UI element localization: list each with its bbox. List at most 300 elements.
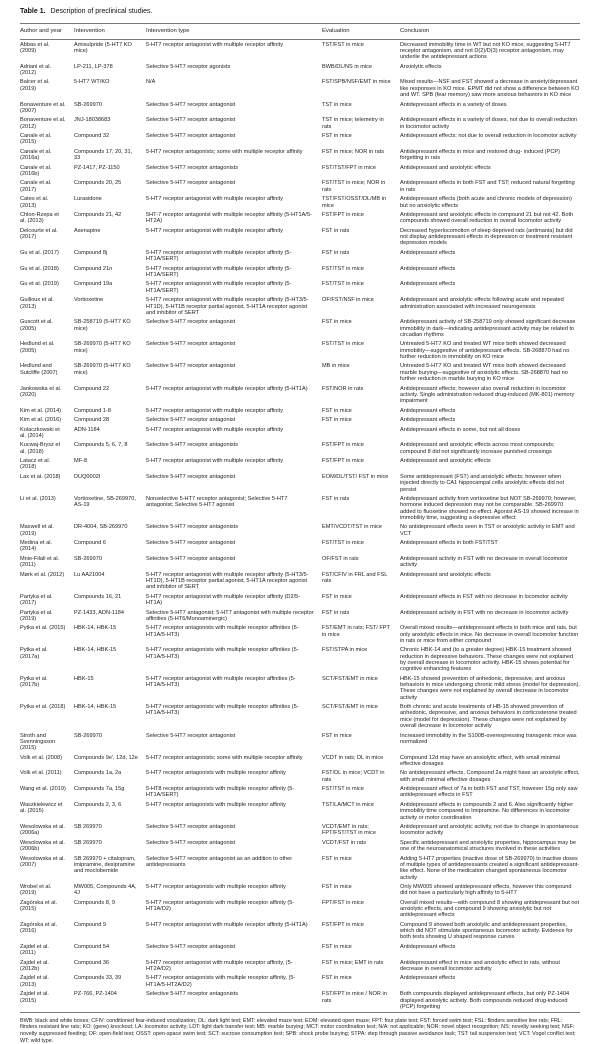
table-cell: Lurasidone bbox=[74, 196, 102, 203]
table-cell: Adriani et al. (2012) bbox=[20, 63, 52, 76]
table-cell: Zajdel et al. (2013) bbox=[20, 975, 49, 988]
table-cell: Overall mixed results—antidepressant effects in both mice and rats, but only anxiolytic effects in mice. No decrease in overall locomotor function in rats or mice from either compound bbox=[400, 625, 579, 644]
table-cell: Gu et al. (2019) bbox=[20, 281, 59, 288]
table-cell: Cates et al. (2013) bbox=[20, 196, 49, 209]
table-row bbox=[20, 100, 580, 116]
table-cell: Selective 5-HT7 receptor antagonist bbox=[146, 417, 236, 424]
table-cell: Amisulpride (5-HT7 KO mice) bbox=[74, 41, 132, 54]
table-cell: Balcer et al. (2019) bbox=[20, 79, 50, 92]
table-row bbox=[20, 822, 580, 838]
table-cell: FST/TST in mice bbox=[322, 341, 364, 348]
table-row bbox=[20, 942, 580, 958]
table-row bbox=[20, 384, 580, 406]
table-cell: Maxwell et al. (2019) bbox=[20, 524, 54, 537]
table-cell: Jankowska et al. (2020) bbox=[20, 385, 62, 398]
table-cell: Selective 5-HT7 receptor antagonist bbox=[146, 101, 236, 108]
table-cell: MF-8 bbox=[74, 458, 88, 465]
table-row bbox=[20, 769, 580, 785]
table-row bbox=[20, 163, 580, 179]
table-cell: Selective 5-HT7 receptor antagonist bbox=[146, 943, 236, 950]
table-cell: Chronic HBK-14 and (to a greater degree) HBK-15 treatment showed reduction in depressive behaviors. These changes were not explained by overall decrease in locomotor activity. HBK-15 shows potential for cognitive enhancing features bbox=[400, 647, 574, 673]
table-row bbox=[20, 731, 580, 753]
table-cell: Selective 5-HT7 receptor antagonist bbox=[146, 473, 236, 480]
table-cell: Selective 5-HT7 receptor antagonists bbox=[146, 991, 239, 998]
table-row bbox=[20, 296, 580, 318]
table-cell: Antidepressant and anxiolytic effects bbox=[400, 164, 491, 171]
table-caption-label: Table 1. bbox=[20, 8, 46, 15]
table-cell: Antidepressant effects bbox=[400, 281, 456, 288]
table-cell: 5-HT7 receptor antagonist with multiple receptor affinity (5-HT1A) bbox=[146, 921, 308, 928]
table-row bbox=[20, 800, 580, 822]
table-cell: N/A bbox=[146, 79, 156, 86]
table-cell: 5-HT8 receptor antagonists with multiple receptor affinity (5-HT1A/SERT) bbox=[146, 786, 295, 799]
table-cell: 5-HT7 receptor antagonist with multiple receptor affinities (5-HT1A/5-HT3) bbox=[146, 675, 296, 689]
table-cell: Chlon-Rzepa et al. (2013) bbox=[20, 212, 59, 225]
table-cell: Compounds 17, 20, 31, 33 bbox=[74, 148, 133, 162]
table-cell: 5-HT7 receptor antagonist with multiple receptor affinity, (5-HT2A/D2) bbox=[146, 959, 293, 972]
table-cell: Selective 5-HT7 receptor antagonist bbox=[146, 540, 236, 547]
table-cell: Hedlund et al. (2005) bbox=[20, 341, 55, 354]
table-row bbox=[20, 753, 580, 769]
table-cell: Pytka et al. (2017a) bbox=[20, 647, 48, 660]
table-cell: 5HT-7 receptor antagonist with multiple receptor affinity (5-HT1A/5-HT2A) bbox=[146, 212, 312, 225]
table-row bbox=[20, 78, 580, 100]
table-row bbox=[20, 882, 580, 898]
table-cell: SCT/FST/EMT in mice bbox=[322, 704, 378, 711]
table-cell: 5-HT7 receptor antagonists with multiple receptor affinities (5-HT1A/5-HT3) bbox=[146, 625, 299, 638]
table-cell: Wesolowska et al. (2007) bbox=[20, 855, 65, 868]
table-cell: Volk et al. (2011) bbox=[20, 770, 62, 777]
table-row bbox=[20, 472, 580, 494]
table-row bbox=[20, 340, 580, 362]
table-cell: Selective 5-HT7 antagonist; 5-HT7 antagonist with multiple receptor affinities (5-HT6/Monoaminergic) bbox=[146, 609, 314, 622]
column-header: Evaluation bbox=[322, 24, 400, 40]
table-body bbox=[20, 40, 580, 1013]
table-row bbox=[20, 974, 580, 990]
table-cell: 5-HT7 receptor antagonists with multiple receptor affinities (5-HT1A/5-HT3) bbox=[146, 704, 299, 717]
table-cell: Antidepressant effects (both acute and chronic models of depression) but no anxiolytic effects bbox=[400, 196, 572, 209]
table-header-row bbox=[20, 24, 580, 40]
table-cell: Antidepressant activity from vortioxetine but NOT SB-269970; however, hormone induced depression may not be comparable. SB-269970 added to fluoxetine showed no effect. Agonist AS-19 showed increase in immobility time, suggesting a depressive effect bbox=[400, 495, 579, 521]
table-cell: Asenapine bbox=[74, 227, 101, 234]
table-cell: Kolaczkowski et al. (2014) bbox=[20, 426, 60, 439]
table-cell: Untreated 5-HT7 KO and treated WT mice both showed decreased immobility—suggestive of antidepressant effects. SB-268870 had no further reduction in immobility on KO mice bbox=[400, 341, 570, 360]
table-cell: SB-269970 bbox=[74, 732, 102, 739]
table-cell: Antidepressant effects bbox=[400, 975, 456, 982]
table-cell: Pytka et al. (2017b) bbox=[20, 675, 48, 689]
table-cell: FST/TST in mice; NOR in rats bbox=[322, 180, 386, 193]
table-cell: Selective 5-HT7 receptor antagonist bbox=[146, 133, 236, 140]
table-cell: Selective 5-HT7 receptor antagonists bbox=[146, 524, 239, 531]
table-cell: Kim et al. (2016) bbox=[20, 417, 62, 424]
table-cell: PZ-1417, PZ-1150 bbox=[74, 164, 120, 171]
table-cell: Partyka et al. (2017) bbox=[20, 593, 53, 607]
table-cell: Mørk et al. (2012) bbox=[20, 571, 65, 578]
table-cell: Compound 54 bbox=[74, 943, 110, 950]
table-row bbox=[20, 415, 580, 424]
table-cell: Selective 5-HT7 receptor antagonist bbox=[146, 839, 236, 846]
table-cell: 5-HT7 receptor antagonist with multiple receptor affinity bbox=[146, 458, 284, 465]
table-cell: DR-4004, SB-269970 bbox=[74, 524, 128, 531]
table-cell: Anxiolytic effects bbox=[400, 63, 442, 70]
table-cell: Antidepressant activity in FST with no decrease in overall locomotor activity bbox=[400, 555, 568, 569]
table-cell: Compounds 1a, 2a bbox=[74, 770, 122, 777]
table-cell: HBK-14, HBK-15 bbox=[74, 625, 117, 632]
table-cell: Wrobel et al. (2019) bbox=[20, 883, 52, 897]
table-row bbox=[20, 958, 580, 974]
table-cell: Selective 5-HT7 receptor antagonist bbox=[146, 555, 236, 562]
table-cell: FST/FPT in mice bbox=[322, 921, 364, 928]
table-cell: Medina et al. (2014) bbox=[20, 540, 53, 553]
table-cell: Pytka et al. (2018) bbox=[20, 704, 66, 711]
table-cell: 5-HT7 receptor antagonist with multiple receptor affinity (5-HT3/5-HT1D), 5-HT1B receptor partial agonist, 5-HT1A receptor agonist and inhibitor of SERT bbox=[146, 297, 309, 316]
table-row bbox=[20, 62, 580, 78]
table-cell: Lax et al. (2018) bbox=[20, 473, 61, 480]
table-cell: 5-HT7 receptor antagonists with multiple receptor affinity bbox=[146, 770, 286, 777]
table-cell: HBK-14, HBK-15 bbox=[74, 704, 117, 711]
table-row bbox=[20, 147, 580, 163]
table-row bbox=[20, 898, 580, 920]
table-cell: 5-HT7 receptor antagonists with multiple receptor affinity (5-HT1A/D2) bbox=[146, 899, 295, 913]
table-cell: FST in mice bbox=[322, 943, 352, 950]
table-row bbox=[20, 210, 580, 226]
table-cell: Selective 5-HT7 receptor antagonist bbox=[146, 824, 236, 831]
table-cell: Both compounds displayed antidepressant effects, but only PZ-1404 displayed anxiolytic activity. Both compounds reduced drug-induced (PCP) forgetting bbox=[400, 991, 570, 1010]
table-cell: Bonaventure et al. (2012) bbox=[20, 117, 66, 130]
table-cell: Selective 5-HT7 receptor antagonist bbox=[146, 363, 236, 370]
table-cell: Compound 36 bbox=[74, 959, 110, 966]
table-row bbox=[20, 264, 580, 280]
table-cell: 5-HT7 receptor antagonist with multiple receptor affinity (5-HT3/5-HT1D), 5-HT1B receptor partial agonist, 5-HT1A receptor agonist and inhibitor of SERT bbox=[146, 571, 309, 591]
table-cell: Zajdel et al. (2011) bbox=[20, 943, 49, 957]
table-cell bbox=[322, 425, 400, 441]
table-cell: FST/FPT in mice bbox=[322, 458, 364, 465]
table-cell: 5-HT7 receptor antagonist with multiple receptor affinity (5-HT1A/SERT) bbox=[146, 281, 292, 294]
table-cell: SB 269970 bbox=[74, 824, 102, 831]
table-cell: FST in mice bbox=[322, 417, 352, 424]
table-cell: Antidepressant effects bbox=[400, 943, 456, 950]
table-cell: Both chronic and acute treatments of HB-15 showed prevention of anhedonic, depressive, and anxious behaviors in corticosterone treated mice (model for depression). These changes were not explained by overall decrease in locomotor activity bbox=[400, 704, 577, 730]
table-row bbox=[20, 362, 580, 384]
table-cell: Compounds 2, 3, 6 bbox=[74, 801, 122, 808]
table-cell: Canale et al. (2016a) bbox=[20, 148, 52, 162]
table-cell: Gu et al. (2018) bbox=[20, 265, 59, 272]
table-cell: HBK-15 showed prevention of anhedonic, depressive, and anxious behaviors in mice undergoing chronic mild stress (model for depression). These changes were not explained by overall decrease in locomotor activity bbox=[400, 675, 581, 701]
table-cell: 5-HT7 receptor antagonists; some with multiple receptor affinity bbox=[146, 754, 303, 761]
table-cell: Compound 6 bbox=[74, 540, 107, 547]
table-cell: Hedlund and Sutcliffe (2007) bbox=[20, 363, 58, 376]
table-cell: 5-HT7 receptor antagonist with multiple receptor affinity (5-HT1A) bbox=[146, 385, 308, 392]
table-cell: FST in mice; NOR in rats bbox=[322, 148, 385, 155]
table-cell: Compounds 5, 6, 7, 8 bbox=[74, 442, 128, 449]
table-cell: FST/FPT in mice / NOR in rats bbox=[322, 991, 387, 1004]
table-cell: Wang et al. (2019) bbox=[20, 786, 66, 793]
column-header: Intervention bbox=[74, 24, 146, 40]
table-cell: Antidepressant effects in compounds 2 and 6. Also significantly higher immobility time compared to Imipramine. No differences in locomotor activity or motor coordination bbox=[400, 801, 574, 821]
table-cell: Bonaventure et al. (2007) bbox=[20, 101, 66, 114]
table-cell: 5-HT7 receptor antagonist with multiple receptor affinity bbox=[146, 41, 284, 48]
table-cell: FST/CFIV in FRL and FSL rats bbox=[322, 571, 388, 584]
table-cell: Abbas et al. (2009) bbox=[20, 41, 50, 54]
table-cell: FST/TST in mice bbox=[322, 281, 364, 288]
table-cell: Antidepressant activity in FST with no decrease in locomotor activity bbox=[400, 609, 569, 616]
table-cell: EOM/DL/TST/ FST in mice bbox=[322, 473, 389, 480]
table-cell: Antidepressant effects bbox=[400, 407, 456, 414]
table-cell: Compounds 7a, 15g bbox=[74, 786, 125, 793]
table-cell: Compound 28 bbox=[74, 417, 110, 424]
table-cell: 5-HT7 receptor antagonists with multiple receptor affinity, (5-HT1A/5-HT2A/D2) bbox=[146, 975, 296, 988]
table-cell: FST/SPB/NSF/EMT in mice bbox=[322, 79, 391, 86]
table-cell: Antidepressant and anxiolytic effects in compound 21 but not 42. Both compounds showed overall reduction in overall locomotor activity bbox=[400, 212, 574, 225]
table-cell: Only MW005 showed antidepressant effects, however this compound did not have a particularly high affinity to 5-HT7 bbox=[400, 883, 572, 897]
table-cell: SB-269970 (5-HT7 KO mice) bbox=[74, 363, 131, 376]
table-cell: 5-HT7 receptor antagonist with multiple receptor affinity bbox=[146, 227, 284, 234]
table-cell: Adding 5-HT7 properties (inactive dose of SB-269970) to inactive doses of multiple types of antidepressants created a significant antidepressant-like effect. None of the medication changed spontaneous locomotor activity bbox=[400, 855, 580, 881]
preclinical-studies-table bbox=[20, 23, 580, 1013]
table-cell: Antidepressant effects in a variety of doses, not due to overall reduction in locomotor activity bbox=[400, 117, 578, 130]
table-cell: Decreased hyperlocomotion of sleep deprived rats (antimania) but did not display antidepressant effects in depression or treatment resistant depression models bbox=[400, 227, 573, 247]
table-cell: FST in mice bbox=[322, 855, 352, 862]
table-cell: FST/TST in mice bbox=[322, 540, 364, 547]
table-cell: Overall mixed results—with compound 8 showing antidepressant but not anxiolytic effects, and compound 9 showing anxiolytic but not antidepressant effects bbox=[400, 899, 580, 919]
table-cell: FST/STPA in mice bbox=[322, 647, 368, 654]
table-cell: Compounds 21, 42 bbox=[74, 212, 122, 218]
table-row bbox=[20, 280, 580, 296]
table-cell: MB in mice bbox=[322, 363, 350, 370]
table-cell: FST/FPT in mice bbox=[322, 442, 364, 449]
table-cell: Selective 5-HT7 receptor antagonist bbox=[146, 180, 236, 187]
table-cell: FST in rats bbox=[322, 227, 350, 234]
table-cell: Compound 12d may have an anxiolytic effect, with small minimal effective dosages bbox=[400, 754, 561, 767]
table-cell: Canale et al. (2017) bbox=[20, 180, 52, 193]
column-header: Author and year bbox=[20, 24, 74, 40]
table-cell: Antidepressant effects in mice and restored drug- induced (PCP) forgetting in rats bbox=[400, 148, 561, 162]
table-cell: Canale et al. (2016b) bbox=[20, 164, 52, 177]
table-cell: Compounds 8, 9 bbox=[74, 899, 116, 906]
table-cell: FST in rats bbox=[322, 495, 350, 502]
table-cell: Compounds 33, 39 bbox=[74, 975, 122, 982]
table-cell: Antidepressant effects bbox=[400, 265, 456, 272]
table-cell: Canale et al. (2015) bbox=[20, 133, 52, 146]
table-cell: Antidepressant activity of SB-258719 only showed significant decrease immobility in dark—indicating antidepressant activity may be related to circadian rhythms bbox=[400, 319, 576, 338]
table-cell: Antidepressant effects in a variety of doses bbox=[400, 101, 507, 108]
table-cell: Some antidepressant (FST) and anxiolytic effects; however when injected directly to CA1 hippocampal cells anxiolytic effects did not persist bbox=[400, 473, 565, 493]
table-cell: Antidepressant effects bbox=[400, 249, 456, 256]
table-cell: Wesolowska et al. (2006a) bbox=[20, 824, 65, 837]
table-cell: HBK-14, HBK-15 bbox=[74, 647, 117, 654]
table-row bbox=[20, 248, 580, 264]
table-cell: Compound 21n bbox=[74, 265, 113, 272]
table-cell: Selective 5-HT7 receptor agonists bbox=[146, 63, 231, 70]
table-cell: FST in mice bbox=[322, 883, 352, 890]
table-row bbox=[20, 116, 580, 132]
table-cell: Wesolowska et al. (2006b) bbox=[20, 839, 65, 853]
table-cell: Compounds 16, 21 bbox=[74, 593, 122, 600]
table-row bbox=[20, 990, 580, 1013]
table-row bbox=[20, 624, 580, 646]
table-cell: FST in rats bbox=[322, 609, 350, 616]
table-cell: VCDT in rats; DL in mice bbox=[322, 754, 384, 761]
table-cell: Mnie-Filali et al. (2011) bbox=[20, 555, 60, 569]
table-cell: Stroth and Svenningsson (2015) bbox=[20, 732, 56, 752]
table-cell: Mixed results—NSF and FST showed a decrease in anxiety/depressant like responses in KO mice. EPMT did not show a difference between KO and WT. SPB (fear memory) saw more anxious behaviors in KO mice bbox=[400, 79, 580, 99]
table-cell: Untreated 5-HT7 KO and treated WT mice both showed decreased marble burying—suggestive of anxiolytic effects. SB-268870 had no further reduction in marble burying in KO mice bbox=[400, 363, 568, 383]
table-cell: FST in mice bbox=[322, 975, 352, 982]
table-cell: TST/FST/OSST/DL/MB in mice bbox=[322, 196, 387, 209]
table-cell: Pytka et al. (2015) bbox=[20, 625, 66, 632]
table-row bbox=[20, 425, 580, 441]
table-cell: FST/DL in mice; VCDT in rats bbox=[322, 770, 385, 783]
table-row bbox=[20, 592, 580, 608]
table-cell: FST/NOR in rats bbox=[322, 385, 364, 392]
table-cell: Partyka et al. (2019) bbox=[20, 609, 53, 622]
table-cell: HBK-15 bbox=[74, 675, 94, 682]
table-cell: FST in mice bbox=[322, 407, 352, 414]
table-cell: Antidepressant effects; not due to overall reduction in locomotor activity bbox=[400, 133, 577, 140]
table-cell: Selective 5-HT7 receptor antagonists bbox=[146, 164, 239, 171]
table-cell: FST in mice; EMT in rats bbox=[322, 959, 384, 966]
table-cell: 5-HT7 receptor antagonist with multiple receptor affinity bbox=[146, 426, 284, 433]
table-row bbox=[20, 457, 580, 473]
table-cell: Selective 5-HT7 receptor antagonist bbox=[146, 319, 236, 326]
table-row bbox=[20, 318, 580, 340]
table-cell: DUQ0002I bbox=[74, 473, 101, 480]
table-cell: Compound 8j bbox=[74, 249, 108, 256]
table-cell: Zagórska et al. (2016) bbox=[20, 921, 57, 935]
table-cell: Decreased immobility time in WT but not KO mice, suggesting 5-HT7 receptor antagonism, and not D(2)/D(3) receptor antagonism, may underlie the antidepressant actions bbox=[400, 41, 571, 61]
table-cell: Zajdel et al. (2012b) bbox=[20, 959, 49, 972]
table-cell: SB-269970 bbox=[74, 555, 102, 562]
table-cell: VCDT/FST in rats bbox=[322, 839, 367, 846]
table-row bbox=[20, 570, 580, 592]
table-cell: No antidepressant effects, Compound 2a might have an anxiolytic effect, with small minimal effective dosages bbox=[400, 770, 580, 783]
table-row bbox=[20, 195, 580, 211]
table-cell: Vortioxetine, SB-269970, AS-19 bbox=[74, 495, 136, 509]
table-cell: Antidepressant effect in mice and anxiolytic effect in rats, without decrease in overall locomotor activity bbox=[400, 959, 560, 972]
table-cell: FST in mice bbox=[322, 319, 352, 326]
table-cell: PZ-766, PZ-1404 bbox=[74, 991, 117, 998]
table-row bbox=[20, 854, 580, 882]
table-footnote: BWB: black and white boxes; CFIV: conditioned fear-induced vocalization; DL: dark light test; EMT: elevated maze test; EOM: elevated open maze; FPT: four plate test; FST: forced swim test; FSL: flinders sensitive line rats; FRL: flinders resistant line rats; KO: (gene) knockout; LA: locomotor activity; LDT: light dark transfer test; MB: marble burying; MCT: motor coordination test; N/A: not applicable; NOR: novel object recognition; NS: novelty seeking test; NSF: novelty suppressed feeding; OF: open-field test; OSST: open-space swim test; SCT: sucrose consumption test; SPB: shock probe burying; STPA: step through passive avoidance task; TST: tail suspension test; VCT: Vogel conflict test; WT: wild type. bbox=[20, 1017, 576, 1044]
table-cell: Antidepressant effects in some, but not all doses bbox=[400, 426, 521, 433]
table-row bbox=[20, 703, 580, 731]
table-cell: Selective 5-HT7 receptor antagonists bbox=[146, 442, 239, 449]
table-cell: VCDT/EMT in rats; FPT/FST/TST in mice bbox=[322, 824, 376, 837]
table-cell: Selective 5-HT7 receptor antagonist as an addition to other antidepressants bbox=[146, 855, 293, 868]
table-row bbox=[20, 132, 580, 148]
table-cell: FPT/FST in mice bbox=[322, 899, 364, 906]
table-cell: 5-HT7 receptor antagonists; some with multiple receptor affinity bbox=[146, 148, 303, 155]
table-cell: Compounds 20, 25 bbox=[74, 180, 122, 187]
table-cell: SCT/FST/EMT in mice bbox=[322, 675, 378, 682]
table-cell: FST/TST in mice bbox=[322, 786, 364, 793]
table-row bbox=[20, 226, 580, 248]
table-cell: Antidepressant effects; however also overall reduction in locomotor activity. Single administration reduced drug-induced (MK-801) memory impairment bbox=[400, 385, 575, 405]
table-cell: Selective 5-HT7 receptor antagonist bbox=[146, 117, 236, 124]
table-cell: Antidepressant and anxiolytic effects bbox=[400, 571, 491, 578]
table-cell: Antidepressant and anxiolytic effects bbox=[400, 458, 491, 465]
table-cell: Volk et al. (2008) bbox=[20, 754, 62, 761]
table-row bbox=[20, 920, 580, 942]
table-caption-text: Description of preclinical studies. bbox=[50, 8, 153, 15]
table-header bbox=[20, 24, 580, 40]
table-cell: FST/TST in mice bbox=[322, 265, 364, 272]
table-cell: Antidepressant and anxiolytic effects across most compounds; compound 8 did not significantly increase punished crossings bbox=[400, 442, 555, 455]
table-cell: Latacz et al. (2018) bbox=[20, 458, 51, 471]
table-cell: Guilloux et al. (2013) bbox=[20, 297, 54, 310]
table-row bbox=[20, 838, 580, 854]
table-cell: TST/LA/MCT in mice bbox=[322, 801, 374, 808]
table-cell: 5-HT7 receptor antagonist with multiple receptor affinity bbox=[146, 196, 284, 203]
table-row bbox=[20, 441, 580, 457]
table-cell: Specific antidepressant and anxiolytic properties, hippocampus may be one of the neuroanatomical structures involved in these activities bbox=[400, 839, 576, 853]
table-cell: Selective 5-HT7 receptor antagonist bbox=[146, 732, 236, 739]
table-cell: 5-HT7 receptor antagonists with multiple receptor affinity bbox=[146, 883, 286, 890]
table-cell: TST in mice bbox=[322, 101, 352, 108]
table-cell: SB-258719 (5-HT7 KO mice) bbox=[74, 319, 131, 332]
table-cell: Gu et al. (2017) bbox=[20, 249, 59, 256]
table-cell: Compound 9 showed both anxiolytic and antidepressant properties, which did NOT stimulate spontaneous locomotor activity. Evidence for both tests showing U shaped response curves bbox=[400, 921, 573, 941]
table-row bbox=[20, 406, 580, 415]
table-cell: Antidepressant effect of 7a in both FST and TST, however 15g only saw antidepressant effects in FST bbox=[400, 786, 578, 799]
table-cell: Compound 1-8 bbox=[74, 407, 112, 414]
table-row bbox=[20, 179, 580, 195]
table-cell: Compound 22 bbox=[74, 385, 110, 392]
table-cell: Zagórska et al. (2015) bbox=[20, 899, 57, 913]
table-cell: Antidepressant effects in both FST and TST; reduced natural forgetting in rats bbox=[400, 180, 575, 193]
table-row bbox=[20, 674, 580, 702]
table-row bbox=[20, 608, 580, 624]
table-cell: PZ-1433, ADN-1184 bbox=[74, 609, 124, 616]
table-cell: OF/FST in rats bbox=[322, 555, 359, 562]
table-cell: 5-HT7 WT/KO bbox=[74, 79, 110, 86]
table-cell: Compound 19a bbox=[74, 281, 113, 288]
table-cell: SB-269970 bbox=[74, 101, 102, 108]
table-cell: FST in mice bbox=[322, 133, 352, 140]
table-cell: 5-HT7 receptor antagonists with multiple receptor affinity bbox=[146, 801, 286, 808]
table-cell: Antidepressant and anxiolytic activity, not due to change in spontaneous locomotor activity bbox=[400, 824, 579, 837]
table-cell: FST in mice bbox=[322, 593, 352, 600]
table-cell: Li et al. (2013) bbox=[20, 495, 56, 502]
table-row bbox=[20, 523, 580, 539]
table-cell: Kim et al. (2014) bbox=[20, 407, 62, 414]
table-cell: OF/FST/NSF in mice bbox=[322, 297, 374, 304]
table-cell: TST in mice; telemetry in rats bbox=[322, 117, 384, 130]
column-header: Intervention type bbox=[146, 24, 322, 40]
table-cell: SB-269970 (5-HT7 KO mice) bbox=[74, 341, 131, 354]
table-row bbox=[20, 40, 580, 63]
table-row bbox=[20, 646, 580, 674]
table-cell: FST/FPT in mice bbox=[322, 212, 364, 218]
table-cell: 5-HT7 receptor antagonists with multiple receptor affinities (5-HT1A/5-HT3) bbox=[146, 647, 299, 660]
table-cell: Compound 32 bbox=[74, 133, 110, 140]
table-cell: Kucwaj-Brysz et al. (2018) bbox=[20, 442, 61, 455]
table-cell: LP-211, LP-378 bbox=[74, 63, 113, 70]
table-cell: Compounds 9e', 12d, 12e bbox=[74, 754, 138, 761]
table-cell: Compound 9 bbox=[74, 921, 107, 928]
table-cell: Guscott et al. (2005) bbox=[20, 319, 53, 332]
table-cell: 5-HT7 receptor antagonist with multiple receptor affinity (D2/5-HT1A) bbox=[146, 593, 301, 607]
table-cell: FST in mice bbox=[322, 732, 352, 739]
table-cell: JNJ-18038683 bbox=[74, 117, 111, 124]
table-row bbox=[20, 785, 580, 801]
table-cell: Nonselective 5-HT7 receptor antagonist; Selective 5-HT7 antagonist; Selective 5-HT7 agonist bbox=[146, 495, 288, 509]
table-cell: TST/FST in mice bbox=[322, 41, 364, 48]
table-cell: Waszkielewicz et al. (2015) bbox=[20, 801, 63, 815]
table-cell: SB 269970 bbox=[74, 839, 102, 846]
table-cell: EMT/VCDT/TST in mice bbox=[322, 524, 382, 531]
table-cell: Increased immobility in the S100B-overexpressing transgenic mice was normalized bbox=[400, 732, 577, 745]
